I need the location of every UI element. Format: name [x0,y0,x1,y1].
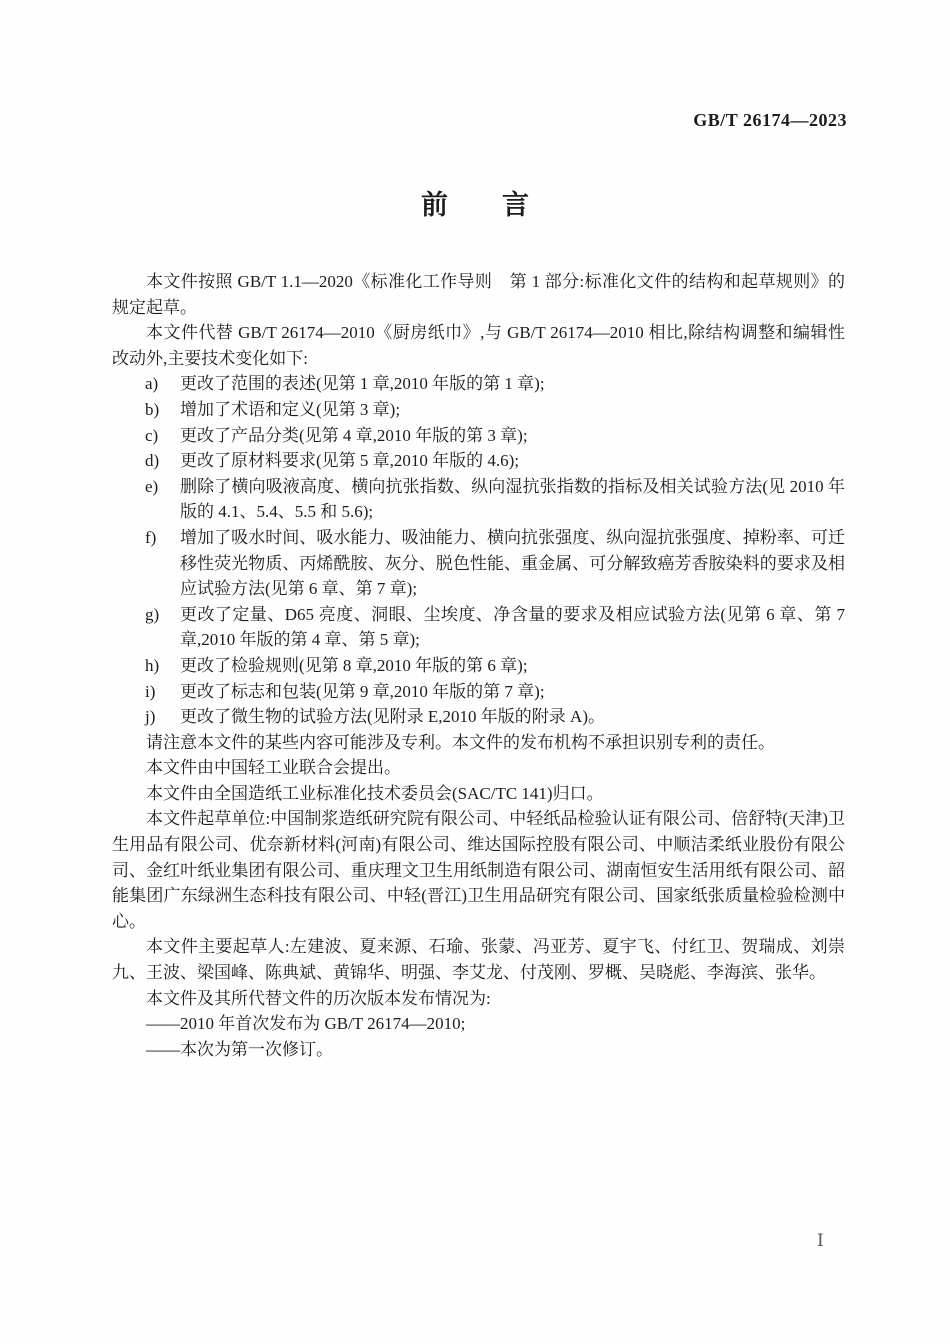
paragraph-history-intro: 本文件及其所代替文件的历次版本发布情况为: [146,988,491,1008]
paragraph-centralized-by: 本文件由全国造纸工业标准化技术委员会(SAC/TC 141)归口。 [146,783,604,803]
change-item-text: 更改了产品分类(见第 4 章,2010 年版的第 3 章); [180,425,528,445]
paragraph-drafting-organizations: 本文件起草单位:中国制浆造纸研究院有限公司、中轻纸品检验认证有限公司、倍舒特(天津)卫生用品有限公司、优奈新材料(河南)有限公司、维达国际控股有限公司、中顺洁柔纸业股份有限公司、金红叶纸业集团有限公司、重庆理文卫生用纸制造有限公司、湖南恒安生活用纸有限公司、韶能集团广东绿洲生态科技有限公司、中轻(晋江)卫生用品研究有限公司、国家纸张质量检验检测中心。 [112,809,845,931]
change-item-letter: a) [145,374,159,394]
change-item-f [112,525,845,602]
history-item-revision: ——本次为第一次修订。 [146,1039,333,1059]
paragraph-patent-notice: 请注意本文件的某些内容可能涉及专利。本文件的发布机构不承担识别专利的责任。 [146,732,775,752]
change-item-letter: c) [145,425,159,445]
change-item-letter: f) [145,527,157,547]
change-item-letter: h) [145,655,160,675]
change-item-letter: d) [145,451,160,471]
change-item-text: 更改了检验规则(见第 8 章,2010 年版的第 6 章); [180,655,528,675]
change-item-c [112,423,845,449]
change-item-b [112,397,845,423]
change-item-i [112,679,845,705]
paragraph-main-drafters: 本文件主要起草人:左建波、夏来源、石瑜、张蒙、冯亚芳、夏宇飞、付红卫、贺瑞成、刘崇九、王波、梁国峰、陈典斌、黄锦华、明强、李艾龙、付茂刚、罗概、吴晓彪、李海滨、张华。 [112,937,845,983]
paragraph-drafting-basis: 本文件按照 GB/T 1.1—2020《标准化工作导则 第 1 部分:标准化文件的结构和起草规则》的规定起草。 [112,272,845,317]
change-item-g [112,602,845,653]
change-item-text: 删除了横向吸液高度、横向抗张指数、纵向湿抗张指数的指标及相关试验方法(见 2010 年版的 4.1、5.4、5.5 和 5.6); [180,476,845,522]
paragraph-replacement-note: 本文件代替 GB/T 26174—2010《厨房纸巾》,与 GB/T 26174—2010 相比,除结构调整和编辑性改动外,主要技术变化如下: [112,323,845,368]
change-item-text: 更改了范围的表述(见第 1 章,2010 年版的第 1 章); [180,374,545,394]
change-item-text: 增加了吸水时间、吸水能力、吸油能力、横向抗张强度、纵向湿抗张强度、掉粉率、可迁移性荧光物质、丙烯酰胺、灰分、脱色性能、重金属、可分解致癌芳香胺染料的要求及相应试验方法(见第 6 章、第 7 章); [180,527,845,599]
change-item-d [112,448,845,474]
standard-number: GB/T 26174—2023 [693,110,847,130]
change-item-text: 更改了微生物的试验方法(见附录 E,2010 年版的附录 A)。 [180,707,605,727]
history-item-first-issue: ——2010 年首次发布为 GB/T 26174—2010; [146,1014,466,1034]
change-item-e [112,474,845,525]
change-item-letter: b) [145,399,160,419]
change-item-letter: i) [145,681,156,701]
change-item-letter: e) [145,476,159,496]
page-number: Ⅰ [817,1231,824,1250]
foreword-title: 前 言 [421,190,529,220]
change-item-letter: g) [145,604,160,624]
change-item-text: 更改了定量、D65 亮度、洞眼、尘埃度、净含量的要求及相应试验方法(见第 6 章、第 7 章,2010 年版的第 4 章、第 5 章); [180,604,845,650]
change-item-h [112,653,845,679]
change-item-text: 增加了术语和定义(见第 3 章); [180,399,401,419]
change-item-a [112,371,845,397]
change-item-j [112,704,845,730]
change-item-text: 更改了原材料要求(见第 5 章,2010 年版的 4.6); [180,451,520,471]
paragraph-proposed-by: 本文件由中国轻工业联合会提出。 [146,758,401,778]
change-item-letter: j) [145,707,156,727]
change-item-text: 更改了标志和包装(见第 9 章,2010 年版的第 7 章); [180,681,545,701]
document-body [112,269,845,1062]
